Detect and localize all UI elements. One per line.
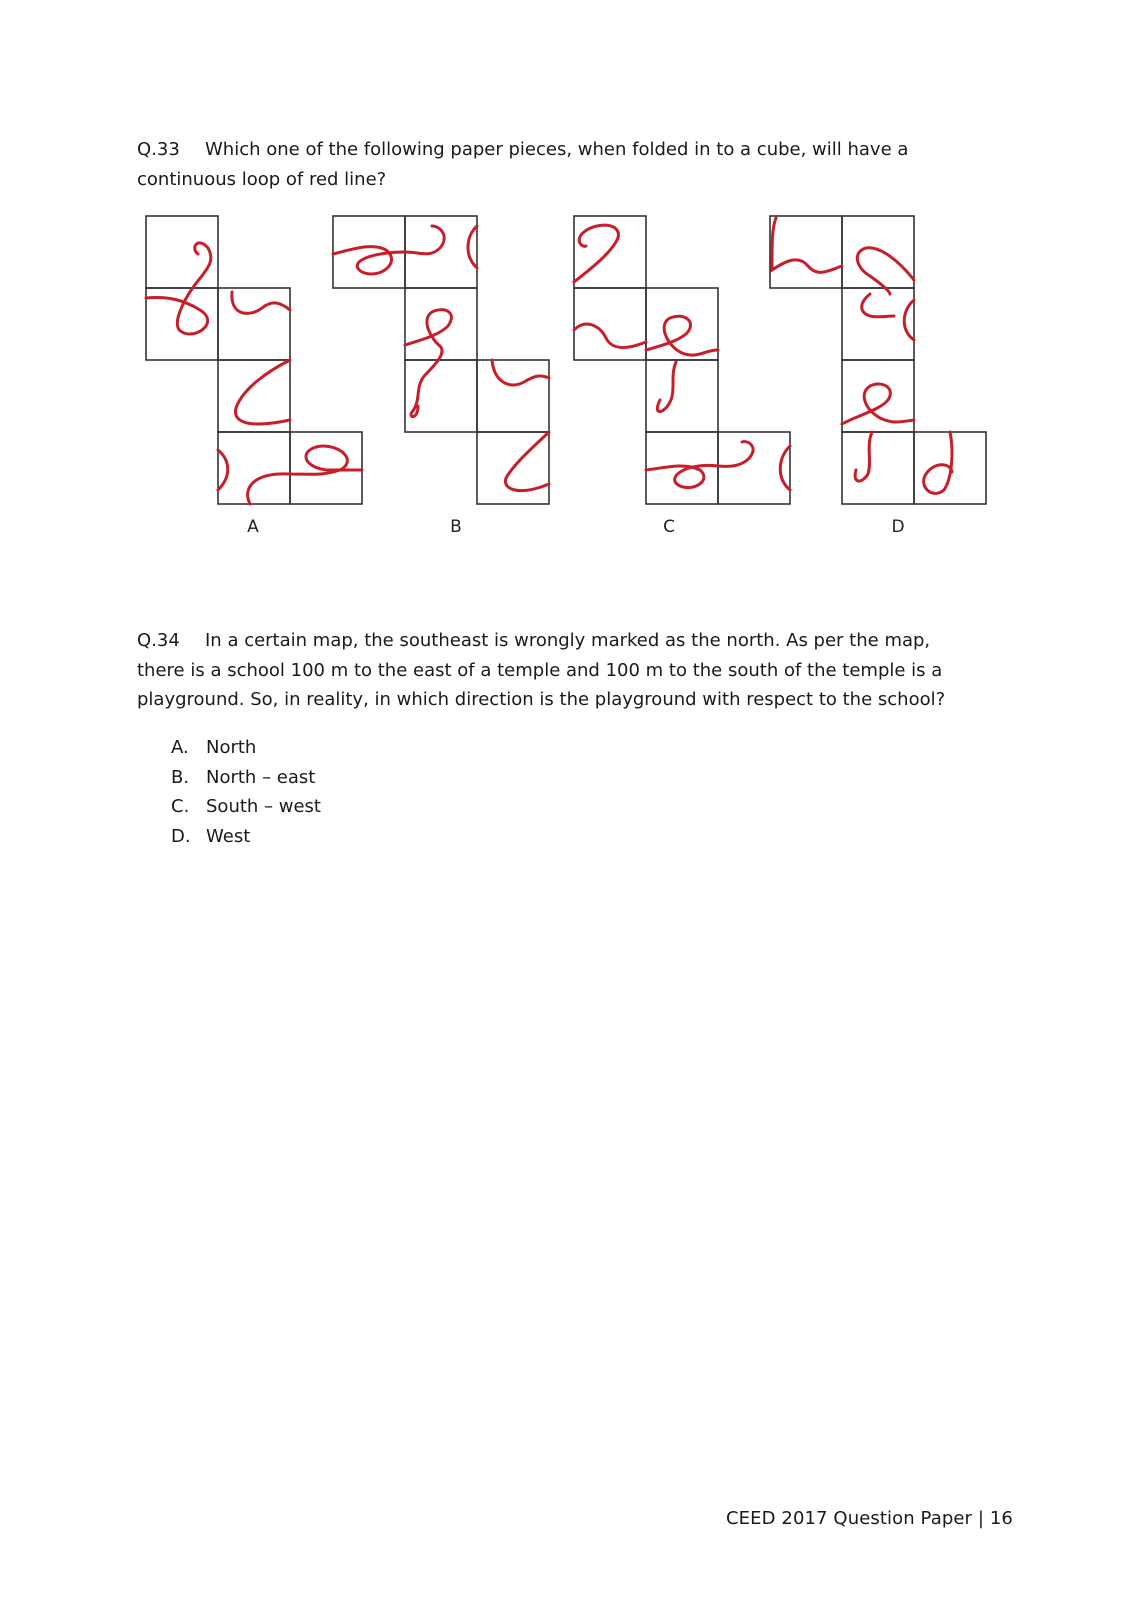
question-text: In a certain map, the southeast is wrongly marked as the north. As per the map, there is a school 100 m to the east of a temple and 100 m to the south of the temple is a playground. So, in reality, in which direction is the playground with respect to the school? <box>137 630 946 710</box>
net-d <box>770 216 986 504</box>
option-d <box>171 822 321 852</box>
option-a <box>171 733 321 763</box>
option-text: North – east <box>206 766 316 788</box>
option-letter: A. <box>171 737 189 758</box>
net-label-a: A <box>247 517 259 537</box>
question-number: Q.34 <box>137 630 180 651</box>
net-label-b: B <box>450 517 462 537</box>
option-letter: B. <box>171 766 190 788</box>
option-letter: D. <box>171 825 191 847</box>
question-text: Which one of the following paper pieces, when folded in to a cube, will have a continuous loop of red line? <box>137 139 909 190</box>
option-c <box>171 792 321 822</box>
question-number: Q.33 <box>137 139 180 160</box>
option-b <box>171 763 321 793</box>
option-text: West <box>206 825 251 847</box>
net-c <box>574 216 790 504</box>
cube-nets-figure <box>0 0 1131 560</box>
net-label-c: C <box>663 517 675 537</box>
page-footer: CEED 2017 Question Paper | 16 <box>726 1508 1013 1529</box>
net-label-d: D <box>891 517 905 537</box>
option-text: South – west <box>206 796 321 817</box>
net-a <box>146 216 362 504</box>
question-34 <box>137 626 977 715</box>
option-text: North <box>206 737 257 758</box>
option-letter: C. <box>171 796 190 817</box>
answer-options <box>171 733 321 851</box>
